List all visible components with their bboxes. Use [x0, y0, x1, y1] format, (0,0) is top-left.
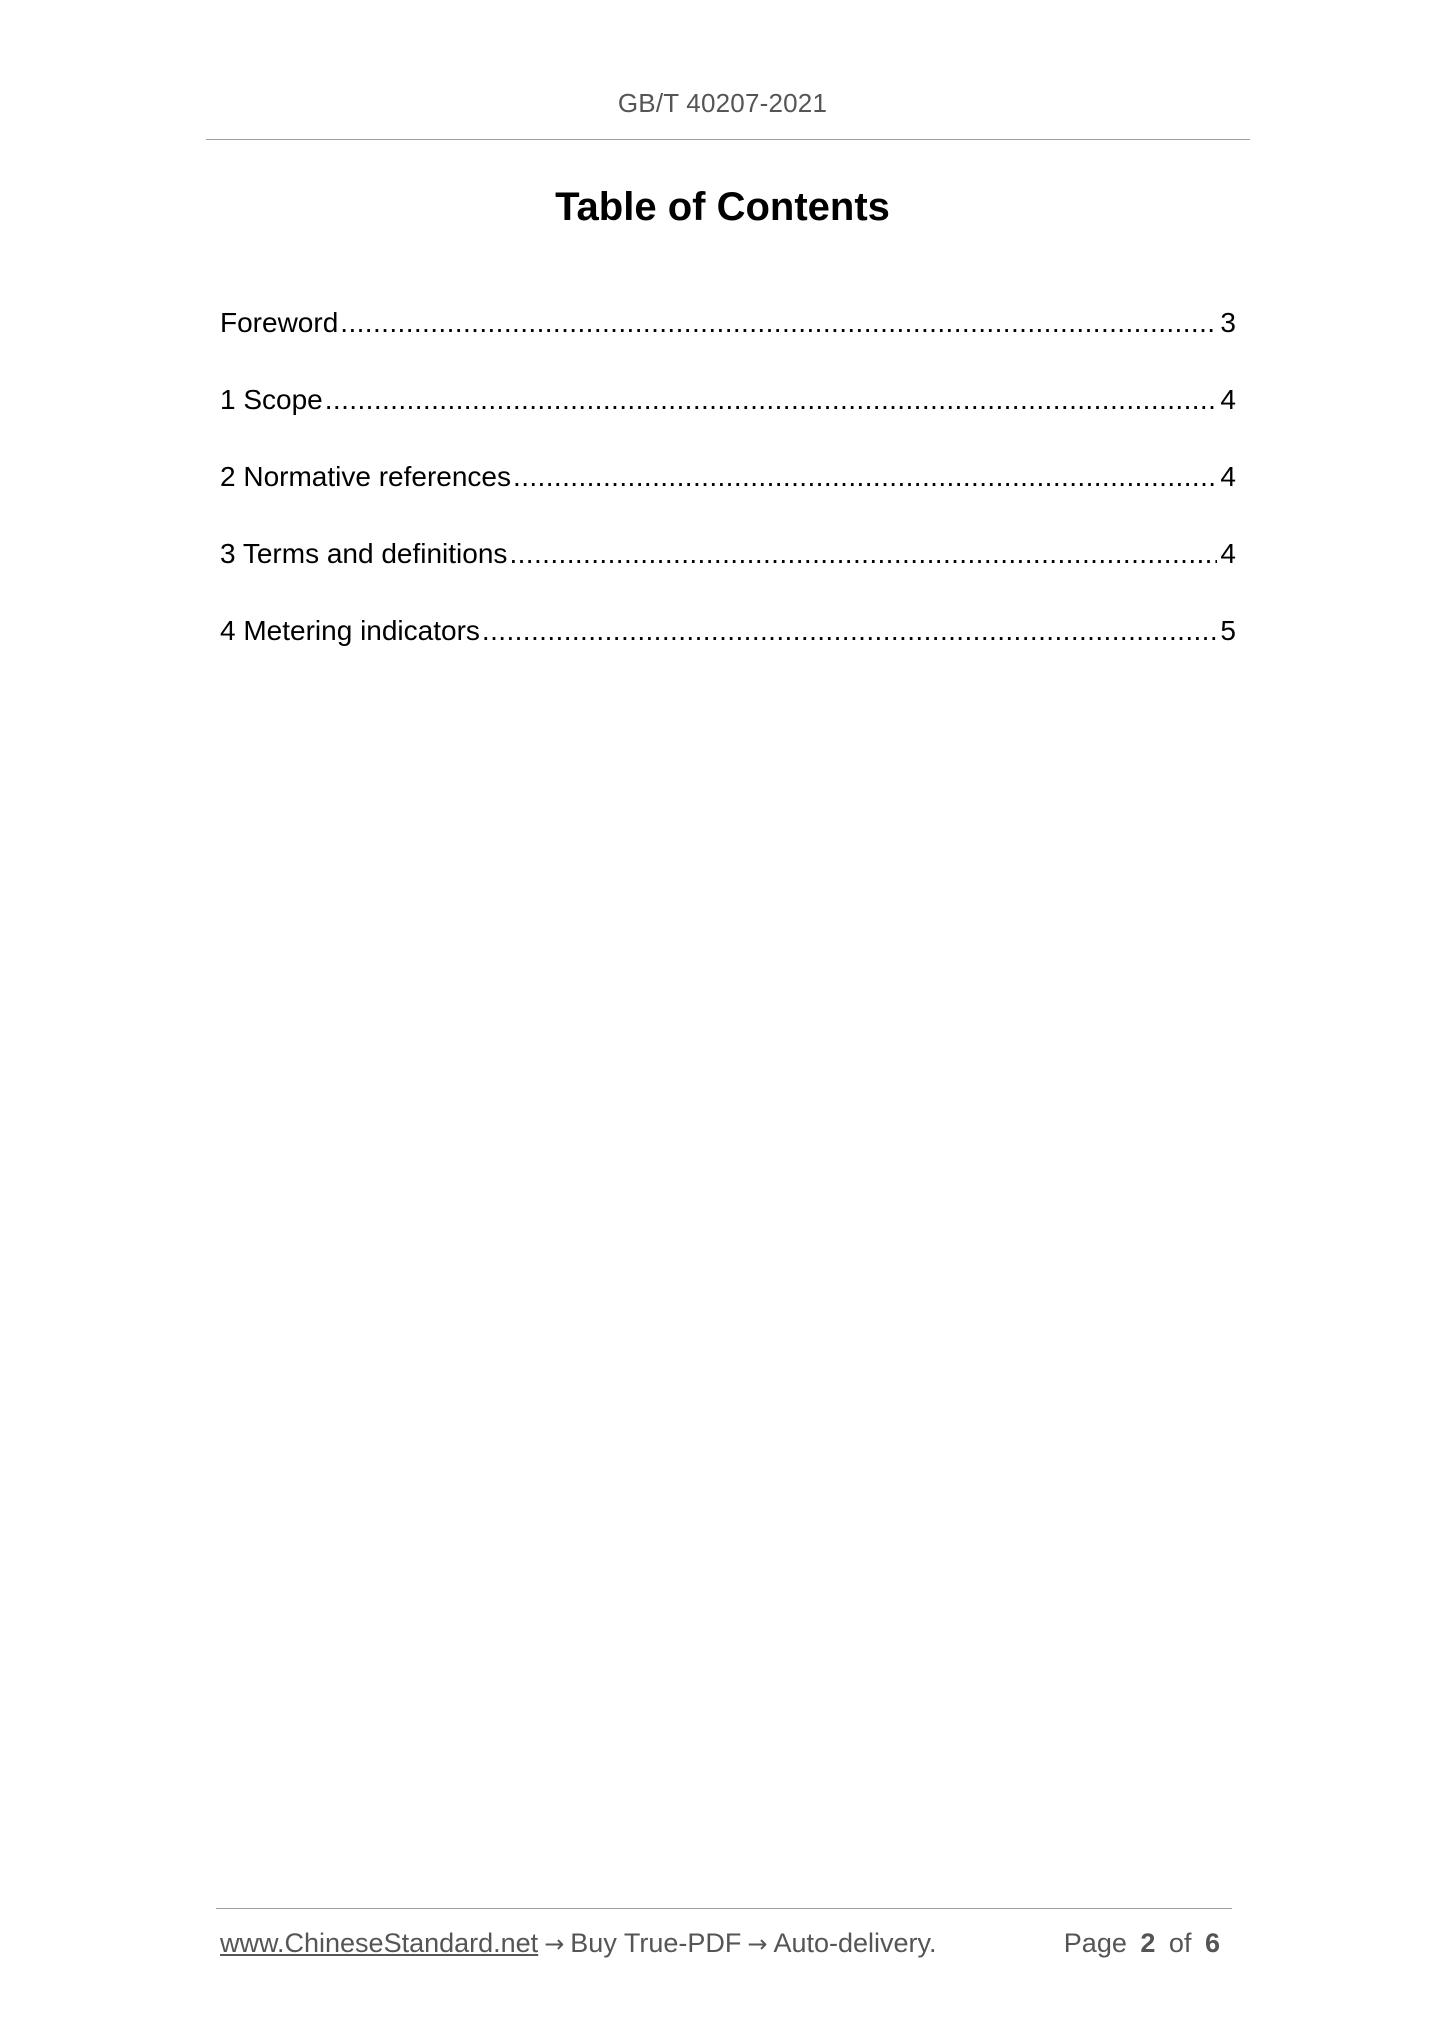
toc-entry-label: 3 Terms and definitions [220, 538, 508, 569]
toc-dot-leader [509, 535, 1217, 573]
toc-dot-leader [482, 612, 1218, 650]
arrow-right-icon: → [747, 1930, 768, 1958]
toc-entry-metering-indicators[interactable] [220, 612, 1236, 689]
toc-entry-page-number: 3 [1220, 307, 1236, 338]
current-page-number: 2 [1140, 1928, 1156, 1958]
toc-entry-normative-references[interactable] [220, 458, 1236, 535]
website-link[interactable]: www.ChineseStandard.net [220, 1928, 539, 1958]
toc-dot-leader [340, 304, 1217, 342]
toc-entry-foreword[interactable] [220, 304, 1236, 381]
toc-entry-terms-and-definitions[interactable] [220, 535, 1236, 612]
toc-entry-page-number: 4 [1220, 538, 1236, 569]
toc-entry-page-number: 5 [1220, 615, 1236, 646]
footer-promo [220, 1928, 937, 1959]
running-header: GB/T 40207-2021 [617, 88, 828, 118]
page-title: Table of Contents [555, 185, 890, 229]
page-indicator [1064, 1928, 1226, 1959]
auto-delivery-text: Auto-delivery. [773, 1928, 937, 1958]
toc-entry-label: 1 Scope [220, 384, 323, 415]
toc-dot-leader [325, 381, 1218, 419]
header-divider [206, 139, 1250, 140]
of-label: of [1168, 1928, 1192, 1958]
toc-entry-label: 4 Metering indicators [220, 615, 480, 646]
toc-entry-page-number: 4 [1220, 384, 1236, 415]
page-footer [220, 1928, 1230, 1968]
toc-entry-scope[interactable] [220, 381, 1236, 458]
footer-divider [216, 1908, 1232, 1909]
page-label: Page [1063, 1928, 1127, 1958]
arrow-right-icon: → [544, 1930, 565, 1958]
toc-dot-leader [513, 458, 1217, 496]
toc-entry-page-number: 4 [1220, 461, 1236, 492]
toc-list [220, 304, 1236, 689]
toc-entry-label: Foreword [220, 307, 339, 338]
total-page-number: 6 [1204, 1928, 1220, 1958]
buy-true-pdf-text: Buy True-PDF [570, 1928, 742, 1958]
toc-entry-label: 2 Normative references [220, 461, 512, 492]
